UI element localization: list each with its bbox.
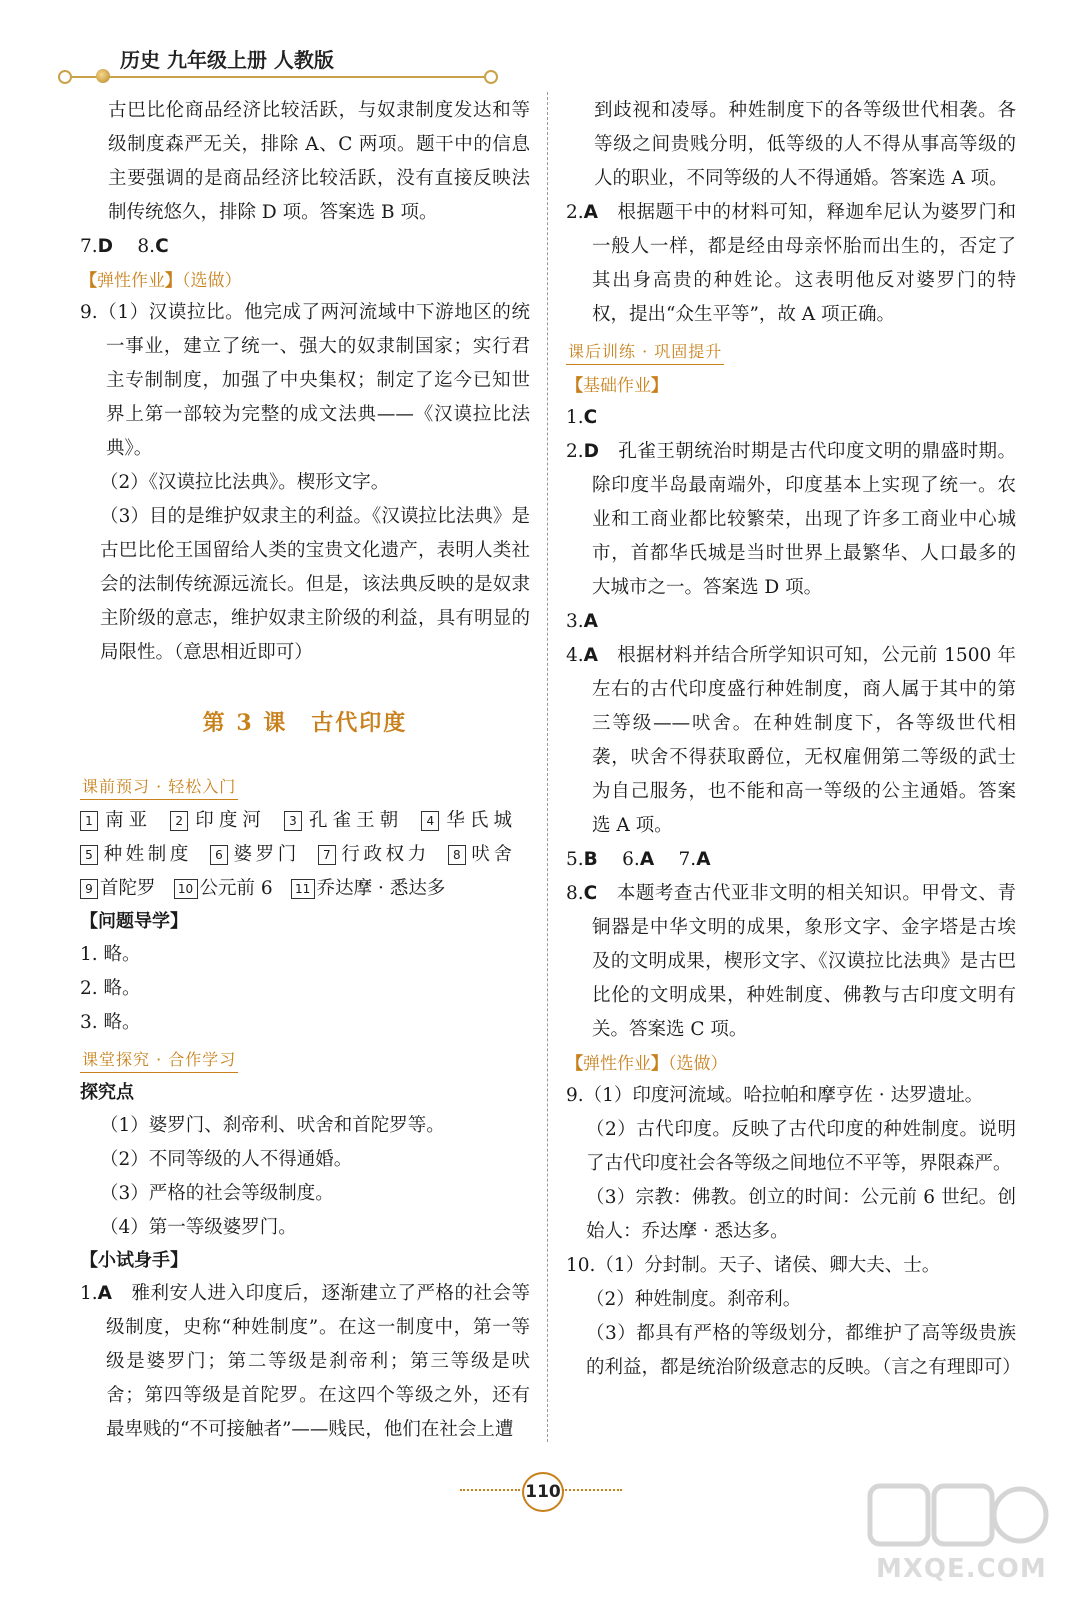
fill-item: 6 婆罗门 <box>210 844 300 865</box>
explore-answer-4: （4）第一等级婆罗门。 <box>100 1217 297 1238</box>
try-answer-1: 1.A 雅利安人进入印度后，逐渐建立了严格的社会等级制度，史称“种姓制度”。在这一制度中，第一等级是婆罗门；第二等级是刹帝利；第三等级是吠舍；第四等级是首陀罗。在这四个等级之外，还有最卑贱的“不可接触者”——贱民，他们在社会上遭 <box>80 1283 530 1440</box>
banner-classroom: 课堂探究 · 合作学习 <box>80 1046 238 1073</box>
question-number: 8. <box>137 236 156 257</box>
left-column <box>80 94 530 1447</box>
fill-item: 7 行政权力 <box>318 844 430 865</box>
basic-answer-2: 2.D 孔雀王朝统治时期是古代印度文明的鼎盛时期。除印度半岛最南端外，印度基本上实现了统一。农业和工商业都比较繁荣，出现了许多工商业中心城市，首都华氏城是当时世界上最繁华、人口最多的大城市之一。答案选 D 项。 <box>566 441 1016 598</box>
question-number: 7. <box>80 236 98 257</box>
explore-answer-2: （2）不同等级的人不得通婚。 <box>100 1149 353 1170</box>
try-answer-2: 2.A 根据题干中的材料可知，释迦牟尼认为婆罗门和一般人一样，都是经由母亲怀胎而出生的，否定了其出身高贵的种姓论。这表明他反对婆罗门的特权，提出“众生平等”，故 A 项正确。 <box>566 202 1016 325</box>
section-tag-basic: 【基础作业】 <box>566 376 668 396</box>
elastic-answer-9-1: 9.（1）印度河流域。哈拉帕和摩亨佐 · 达罗遗址。 <box>566 1085 984 1106</box>
fill-item: 3 孔雀王朝 <box>284 810 403 831</box>
elastic-answer-10-2: （2）种姓制度。刹帝利。 <box>586 1289 802 1310</box>
header-dot-icon <box>58 70 72 84</box>
header-ornament-icon <box>96 69 110 83</box>
explore-answer-1: （1）婆罗门、刹帝利、吠舍和首陀罗等。 <box>100 1115 445 1136</box>
answer-line-7-8 <box>80 230 530 264</box>
fill-item: 1 南亚 <box>80 810 152 831</box>
page-footer <box>440 1470 640 1510</box>
fill-item: 10 公元前 6 <box>174 878 273 899</box>
lesson-title: 第 3 课 古代印度 <box>202 710 408 736</box>
answer-letter: C <box>155 236 169 257</box>
page-number: 110 <box>522 1472 564 1512</box>
right-column <box>566 94 1021 1385</box>
fill-blank-answers <box>80 804 530 906</box>
heading-question-guide: 【问题导学】 <box>80 911 188 932</box>
heading-try: 【小试身手】 <box>80 1250 188 1271</box>
answer-paragraph: 古巴比伦商品经济比较活跃，与奴隶制度发达和等级制度森严无关，排除 A、C 两项。题干中的信息主要强调的是商品经济比较活跃，没有直接反映法制传统悠久，排除 D 项。答案选 B 项。 <box>108 100 530 223</box>
fill-item: 9 首陀罗 <box>80 878 156 899</box>
basic-answer-8: 8.C 本题考查古代亚非文明的相关知识。甲骨文、青铜器是中华文明的成果，象形文字、金字塔是古埃及的文明成果，楔形文字、《汉谟拉比法典》是古巴比伦的文明成果，种姓制度、佛教与古印度文明有关。答案选 C 项。 <box>566 883 1016 1040</box>
elastic-answer-10-1: 10.（1）分封制。天子、诸侯、卿大夫、士。 <box>566 1255 941 1276</box>
basic-answer-1: 1.C <box>566 407 598 428</box>
tag-label: 基础作业 <box>583 376 651 396</box>
basic-answer-4: 4.A 根据材料并结合所学知识可知，公元前 1500 年左右的古代印度盛行种姓制度，商人属于其中的第三等级——吠舍。在种姓制度下，各等级世代相袭，吠舍不得获取爵位，无权雇佣第二等级的武士为自己服务，也不能和高一等级的公主通婚。答案选 A 项。 <box>566 645 1016 836</box>
fill-item: 4 华氏城 <box>421 810 512 831</box>
tag-optional: （选做） <box>668 1054 728 1074</box>
elastic-answer-9-3: （3）宗教：佛教。创立的时间：公元前 6 世纪。创始人：乔达摩 · 悉达多。 <box>586 1187 1016 1242</box>
watermark-text: MXQE.COM <box>876 1554 1047 1584</box>
page-header <box>0 0 1066 90</box>
tag-optional: （选做） <box>182 271 242 291</box>
header-rule <box>60 76 490 78</box>
fill-item: 8 吠舍 <box>448 844 512 865</box>
elastic-answer-9-2: （2）古代印度。反映了古代印度的种姓制度。说明了古代印度社会各等级之间地位不平等，界限森严。 <box>586 1119 1016 1174</box>
fill-item: 5 种姓制度 <box>80 844 192 865</box>
answer-9-1: 9.（1）汉谟拉比。他完成了两河流域中下游地区的统一事业，建立了统一、强大的奴隶制国家；实行君主专制制度，加强了中央集权；制定了迄今已知世界上第一部较为完整的成文法典——《汉谟拉比法典》。 <box>80 302 530 459</box>
footer-dots-right <box>562 1489 622 1491</box>
fill-item: 11 乔达摩 · 悉达多 <box>291 878 446 899</box>
guide-answer-3: 3. 略。 <box>80 1012 141 1033</box>
tag-label: 弹性作业 <box>583 1054 651 1074</box>
answer-9-2: （2）《汉谟拉比法典》。楔形文字。 <box>100 472 390 493</box>
footer-dots-left <box>460 1489 520 1491</box>
watermark-logo <box>860 1480 1050 1590</box>
explore-answer-3: （3）严格的社会等级制度。 <box>100 1183 334 1204</box>
watermark-icon <box>860 1480 1050 1560</box>
answer-9-3: （3）目的是维护奴隶主的利益。《汉谟拉比法典》是古巴比伦王国留给人类的宝贵文化遗产，表明人类社会的法制传统源远流长。但是，该法典反映的是奴隶主阶级的意志，维护奴隶主阶级的利益，具有明显的局限性。（意思相近即可） <box>100 506 530 663</box>
fill-item: 2 印度河 <box>170 810 266 831</box>
tag-label: 弹性作业 <box>97 271 165 291</box>
banner-after-class: 课后训练 · 巩固提升 <box>566 338 724 365</box>
banner-preview: 课前预习 · 轻松入门 <box>80 773 238 800</box>
section-tag-elastic: 【弹性作业】（选做） <box>566 1054 728 1074</box>
heading-explore: 探究点 <box>80 1082 134 1103</box>
answer-letter: D <box>97 236 114 257</box>
book-title: 历史 九年级上册 人教版 <box>120 48 334 72</box>
header-dot-icon <box>484 70 498 84</box>
basic-answer-3: 3.A <box>566 611 598 632</box>
column-divider <box>547 92 548 1442</box>
basic-answer-5-7: 5.B 6.A 7.A <box>566 849 711 870</box>
elastic-answer-10-3: （3）都具有严格的等级划分，都维护了高等级贵族的利益，都是统治阶级意志的反映。（言之有理即可） <box>586 1323 1021 1378</box>
section-tag-elastic: 【弹性作业】（选做） <box>80 271 242 291</box>
answer-paragraph: 到歧视和凌辱。种姓制度下的各等级世代相袭。各等级之间贵贱分明，低等级的人不得从事高等级的人的职业，不同等级的人不得通婚。答案选 A 项。 <box>594 100 1016 189</box>
guide-answer-1: 1. 略。 <box>80 944 141 965</box>
guide-answer-2: 2. 略。 <box>80 978 141 999</box>
